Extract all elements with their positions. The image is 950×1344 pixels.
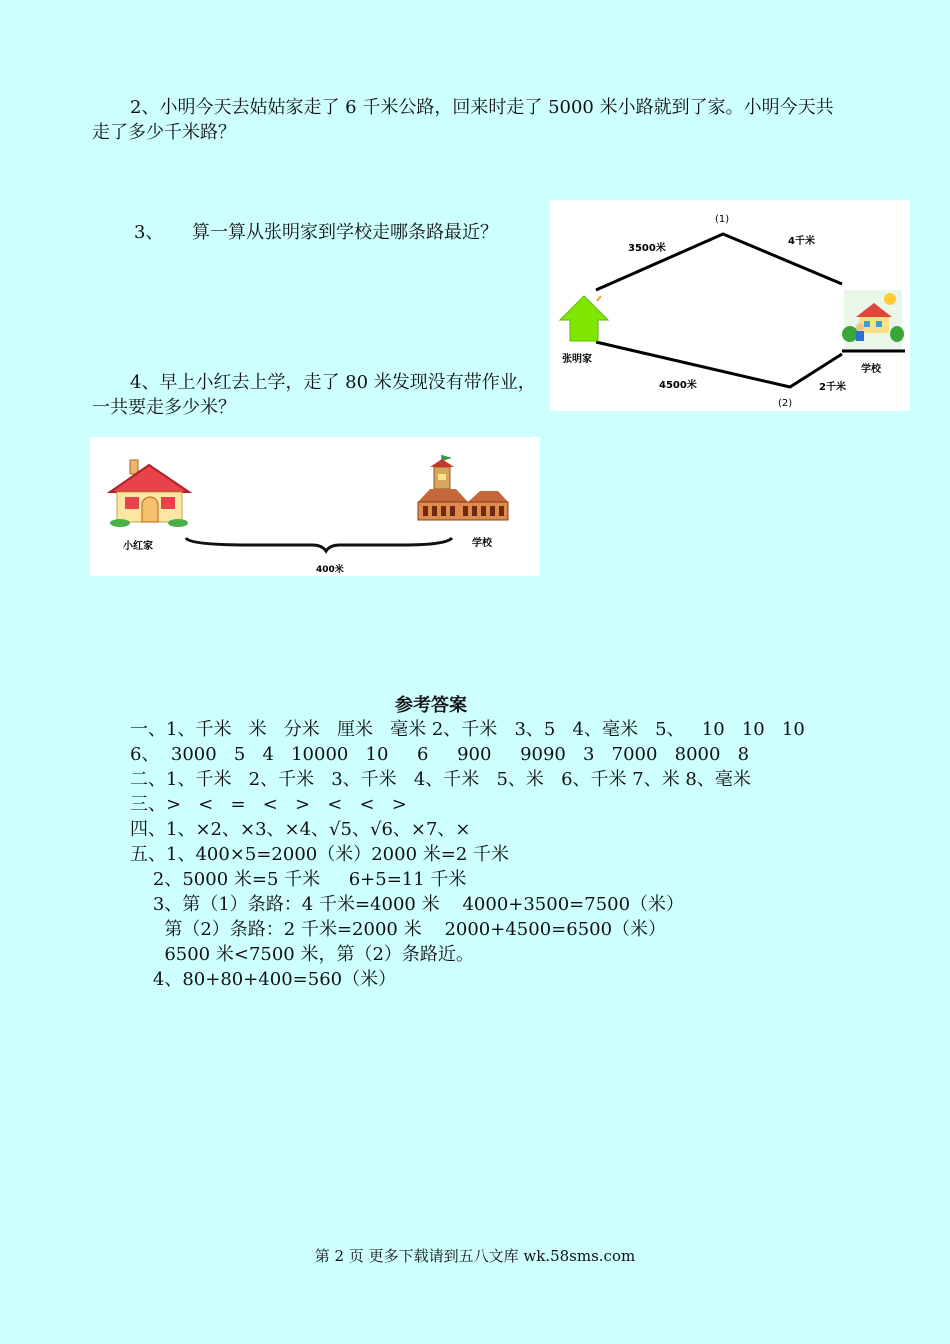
answer-line-2: 6、 3000 5 4 10000 10 6 900 9090 3 7000 8000 8 xyxy=(130,744,750,765)
question-4-line1: 4、早上小红去上学，走了 80 米发现没有带作业， xyxy=(130,372,536,393)
answer-line-11: 4、80+80+400=560（米） xyxy=(130,969,397,990)
question-4-line2: 一共要走多少米？ xyxy=(92,397,236,418)
route-1-label: (1) xyxy=(715,214,730,225)
question-2-line2: 走了多少千米路？ xyxy=(92,122,236,143)
label-4km: 4千米 xyxy=(788,236,815,247)
answer-line-7: 2、5000 米=5 千米 6+5=11 千米 xyxy=(130,869,467,890)
label-xiaohong-home: 小红家 xyxy=(123,541,153,552)
route-diagram xyxy=(550,200,910,411)
answer-line-9: 第（2）条路：2 千米=2000 米 2000+4500=6500（米） xyxy=(130,919,667,940)
question-3-number: 3、 xyxy=(134,222,164,243)
school-picture-icon xyxy=(842,290,905,352)
answer-line-4: 三、> < = < > < < > xyxy=(130,794,407,815)
label-2km: 2千米 xyxy=(819,382,846,393)
answer-line-3: 二、1、千米 2、千米 3、千米 4、千米 5、米 6、千米 7、米 8、毫米 xyxy=(130,769,751,790)
answer-line-5: 四、1、×2、×3、×4、√5、√6、×7、× xyxy=(130,819,471,840)
label-3500m: 3500米 xyxy=(628,243,666,254)
question-3-text: 算一算从张明家到学校走哪条路最近？ xyxy=(192,222,498,243)
label-school: 学校 xyxy=(861,364,881,375)
label-school: 学校 xyxy=(472,538,492,549)
label-4500m: 4500米 xyxy=(659,380,697,391)
route-2-path xyxy=(596,342,842,387)
question-2-line1: 2、小明今天去姑姑家走了 6 千米公路，回来时走了 5000 米小路就到了家。小明今天共 xyxy=(130,97,834,118)
xiaohong-diagram xyxy=(90,437,540,576)
green-home-arrow-icon xyxy=(560,296,608,341)
page-footer: 第 2 页 更多下载请到五八文库 wk.58sms.com xyxy=(314,1247,636,1265)
distance-brace xyxy=(186,538,452,551)
label-400m: 400米 xyxy=(316,565,344,575)
answers-title: 参考答案 xyxy=(395,695,467,716)
house-icon xyxy=(110,460,189,527)
label-zhangming-home: 张明家 xyxy=(562,354,592,365)
answer-line-6: 五、1、400×5=2000（米）2000 米=2 千米 xyxy=(130,844,510,865)
answer-line-8: 3、第（1）条路：4 千米=4000 米 4000+3500=7500（米） xyxy=(130,894,685,915)
school-building-icon xyxy=(418,455,508,520)
answer-line-10: 6500 米<7500 米，第（2）条路近。 xyxy=(130,944,474,965)
answer-line-1: 一、1、千米 米 分米 厘米 毫米 2、千米 3、5 4、毫米 5、 10 10 10 xyxy=(130,719,805,740)
route-2-label: (2) xyxy=(778,398,793,409)
